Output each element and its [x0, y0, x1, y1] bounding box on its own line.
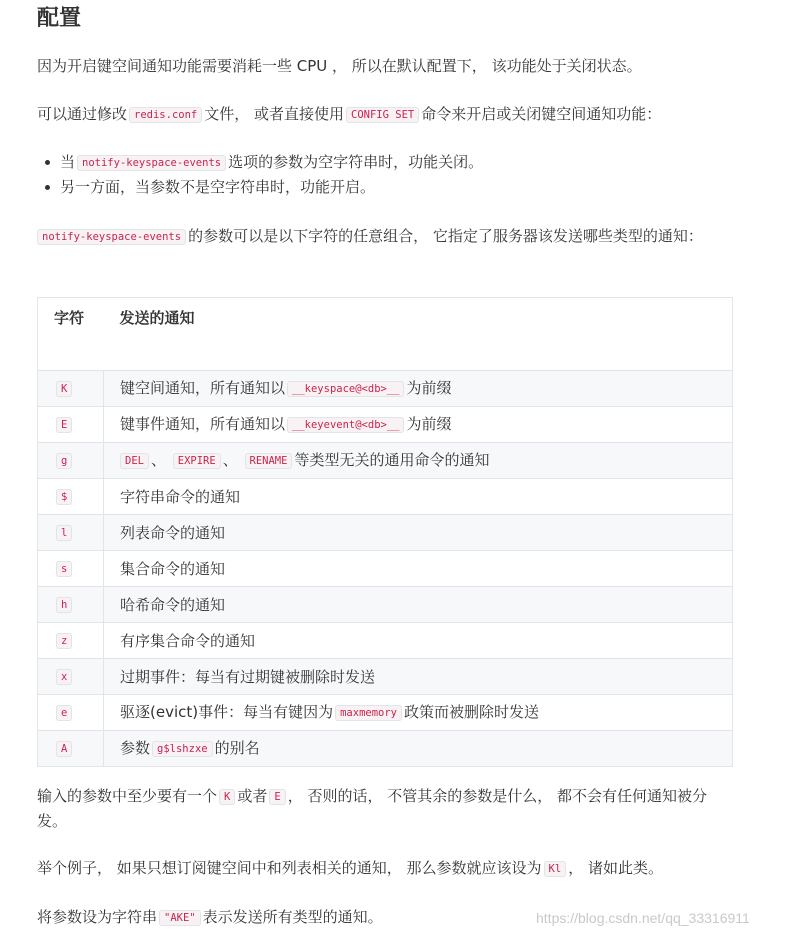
table-row: x 过期事件：每当有过期键被删除时发送 — [38, 659, 733, 695]
intro-paragraph: 因为开启键空间通知功能需要消耗一些 CPU ， 所以在默认配置下， 该功能处于关闭状态。 — [37, 57, 642, 75]
list-item: 当 notify-keyspace-events 选项的参数为空字符串时，功能关闭。 — [37, 150, 483, 175]
example-paragraph: 举个例子， 如果只想订阅键空间中和列表相关的通知， 那么参数就应该设为 Kl ， 诸如此类。 — [37, 859, 663, 877]
char-code: e — [56, 705, 72, 721]
table-row: $ 字符串命令的通知 — [38, 479, 733, 515]
table-row: A 参数 g$lshzxe 的别名 — [38, 731, 733, 767]
table-row: E 键事件通知，所有通知以 __keyevent@<db>__ 为前缀 — [38, 407, 733, 443]
char-code: l — [56, 525, 72, 541]
section-heading: 配置 — [37, 6, 82, 31]
code-notify-keyspace-events: notify-keyspace-events — [77, 155, 226, 171]
option-list — [37, 150, 483, 200]
table-row: z 有序集合命令的通知 — [38, 623, 733, 659]
table-header-row — [38, 298, 733, 371]
char-code: E — [56, 417, 72, 433]
char-code: $ — [56, 489, 72, 505]
code-config-set: CONFIG SET — [346, 107, 419, 123]
table-row: g DEL 、 EXPIRE 、 RENAME 等类型无关的通用命令的通知 — [38, 443, 733, 479]
header-char: 字符 — [38, 298, 104, 371]
table-row: h 哈希命令的通知 — [38, 587, 733, 623]
char-code: h — [56, 597, 72, 613]
char-code: A — [56, 741, 72, 757]
char-code: s — [56, 561, 72, 577]
all-types-paragraph: 将参数设为字符串 "AKE" 表示发送所有类型的通知。 — [37, 908, 383, 926]
notification-type-table — [37, 297, 733, 767]
table-row: K 键空间通知，所有通知以 __keyspace@<db>__ 为前缀 — [38, 371, 733, 407]
table-row: e 驱逐(evict)事件：每当有键因为 maxmemory 政策而被删除时发送 — [38, 695, 733, 731]
table-row: l 列表命令的通知 — [38, 515, 733, 551]
char-code: x — [56, 669, 72, 685]
char-code: K — [56, 381, 72, 397]
code-redis-conf: redis.conf — [129, 107, 202, 123]
config-method-paragraph: 可以通过修改 redis.conf 文件， 或者直接使用 CONFIG SET 命令来开启或关闭键空间通知功能： — [37, 105, 662, 123]
code-notify-keyspace-events: notify-keyspace-events — [37, 229, 186, 245]
param-description-paragraph: notify-keyspace-events 的参数可以是以下字符的任意组合， 它指定了服务器该发送哪些类型的通知： — [37, 224, 727, 249]
table-row: s 集合命令的通知 — [38, 551, 733, 587]
char-code: z — [56, 633, 72, 649]
header-notification: 发送的通知 — [104, 298, 733, 371]
requirement-paragraph: 输入的参数中至少要有一个 K 或者 E ， 否则的话， 不管其余的参数是什么， 都不会有任何通知被分发。 — [37, 787, 707, 830]
list-item: 另一方面，当参数不是空字符串时，功能开启。 — [37, 175, 483, 200]
char-code: g — [56, 453, 72, 469]
watermark: https://blog.csdn.net/qq_33316911 — [536, 910, 750, 926]
